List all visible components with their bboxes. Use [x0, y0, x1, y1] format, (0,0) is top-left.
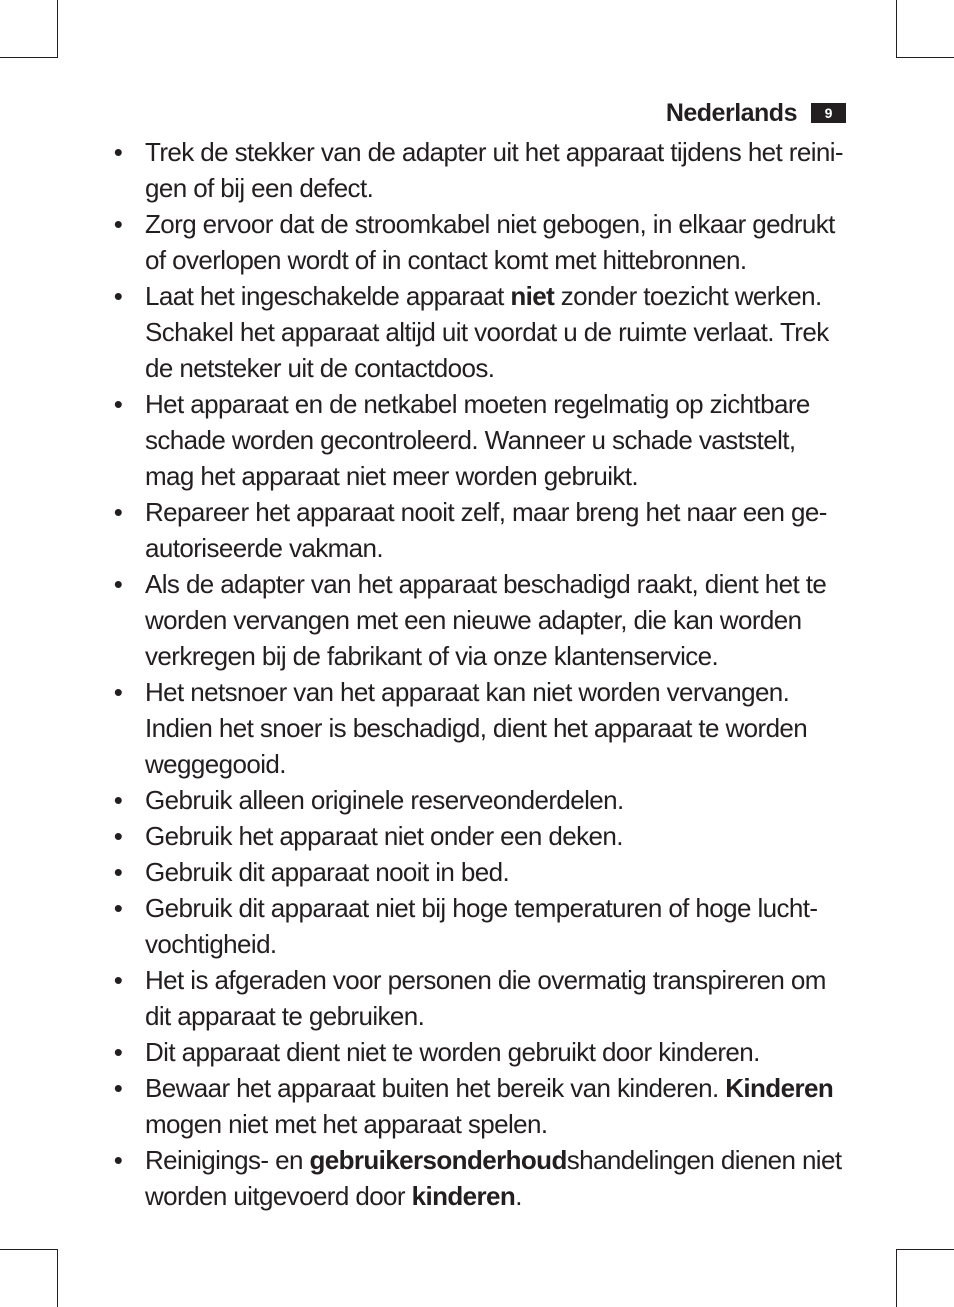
crop-mark	[0, 57, 58, 58]
text-run: shandelingen dienen niet	[566, 1145, 842, 1175]
crop-mark	[57, 1249, 58, 1307]
list-item	[108, 1070, 853, 1142]
text-run: Gebruik dit apparaat niet bij hoge temperaturen of hoge lucht-	[145, 893, 818, 923]
text-run: Indien het snoer is beschadigd, dient het apparaat te worden	[145, 713, 808, 743]
bullet-icon: •	[113, 209, 123, 239]
text-run: mag het apparaat niet meer worden gebruikt.	[145, 461, 639, 491]
safety-instructions-list	[108, 134, 853, 1214]
text-run: Zorg ervoor dat de stroomkabel niet gebogen, in elkaar gedrukt	[145, 209, 835, 239]
list-item	[108, 818, 853, 854]
text-run: worden vervangen met een nieuwe adapter, die kan worden	[145, 605, 802, 635]
bullet-icon: •	[113, 821, 123, 851]
language-label: Nederlands	[665, 99, 797, 127]
list-item	[108, 278, 853, 386]
list-item-text	[145, 818, 853, 854]
text-run: Repareer het apparaat nooit zelf, maar breng het naar een ge-	[145, 497, 827, 527]
list-item-text	[145, 1070, 853, 1142]
bullet-icon: •	[113, 677, 123, 707]
text-run: schade worden gecontroleerd. Wanneer u schade vaststelt,	[145, 425, 796, 455]
list-item	[108, 134, 853, 206]
emphasis-text: gebruikersonderhoud	[309, 1145, 567, 1175]
list-item	[108, 494, 853, 566]
text-run: zonder toezicht werken.	[554, 281, 822, 311]
list-item-text	[145, 134, 853, 206]
bullet-icon: •	[113, 389, 123, 419]
text-run: Gebruik dit apparaat nooit in bed.	[145, 857, 510, 887]
list-item-text	[145, 854, 853, 890]
list-item-text	[145, 890, 853, 962]
list-item-text	[145, 1142, 853, 1214]
list-item-text	[145, 1034, 853, 1070]
crop-mark	[896, 0, 897, 58]
bullet-icon: •	[113, 785, 123, 815]
text-run: Als de adapter van het apparaat beschadigd raakt, dient het te	[145, 569, 827, 599]
page-number: 9	[811, 103, 846, 123]
text-run: Dit apparaat dient niet te worden gebruikt door kinderen.	[145, 1037, 760, 1067]
bullet-icon: •	[113, 569, 123, 599]
list-item-text	[145, 386, 853, 494]
list-item-text	[145, 566, 853, 674]
text-run: worden uitgevoerd door	[145, 1181, 412, 1211]
list-item	[108, 854, 853, 890]
crop-mark	[896, 1249, 954, 1250]
text-run: Bewaar het apparaat buiten het bereik van kinderen.	[145, 1073, 726, 1103]
emphasis-text: Kinderen	[725, 1073, 834, 1103]
bullet-icon: •	[113, 965, 123, 995]
text-run: Gebruik alleen originele reserveonderdelen.	[145, 785, 624, 815]
list-item-text	[145, 206, 853, 278]
bullet-icon: •	[113, 281, 123, 311]
list-item	[108, 386, 853, 494]
bullet-icon: •	[113, 497, 123, 527]
page-header	[666, 98, 846, 128]
text-run: autoriseerde vakman.	[145, 533, 384, 563]
list-item	[108, 566, 853, 674]
list-item-text	[145, 962, 853, 1034]
text-run: Trek de stekker van de adapter uit het apparaat tijdens het reini-	[145, 137, 843, 167]
list-item	[108, 206, 853, 278]
emphasis-text: kinderen	[411, 1181, 516, 1211]
text-run: Het netsnoer van het apparaat kan niet worden vervangen.	[145, 677, 790, 707]
text-run: Laat het ingeschakelde apparaat	[145, 281, 511, 311]
list-item	[108, 674, 853, 782]
crop-mark	[0, 1249, 58, 1250]
crop-mark	[57, 0, 58, 58]
text-run: Gebruik het apparaat niet onder een deken.	[145, 821, 623, 851]
text-run: Reinigings- en	[145, 1145, 310, 1175]
text-run: Het apparaat en de netkabel moeten regelmatig op zichtbare	[145, 389, 810, 419]
text-run: vochtigheid.	[145, 929, 277, 959]
list-item-text	[145, 278, 853, 386]
list-item	[108, 782, 853, 818]
bullet-icon: •	[113, 1073, 123, 1103]
list-item	[108, 1034, 853, 1070]
list-item	[108, 962, 853, 1034]
list-item-text	[145, 494, 853, 566]
text-run: dit apparaat te gebruiken.	[145, 1001, 425, 1031]
text-run: .	[515, 1181, 522, 1211]
text-run: weggegooid.	[145, 749, 286, 779]
crop-mark	[896, 1249, 897, 1307]
emphasis-text: niet	[510, 281, 555, 311]
bullet-icon: •	[113, 1037, 123, 1067]
list-item-text	[145, 674, 853, 782]
list-item	[108, 1142, 853, 1214]
bullet-icon: •	[113, 137, 123, 167]
bullet-icon: •	[113, 893, 123, 923]
crop-mark	[896, 57, 954, 58]
bullet-icon: •	[113, 1145, 123, 1175]
text-run: Het is afgeraden voor personen die overmatig transpireren om	[145, 965, 826, 995]
text-run: de netsteker uit de contactdoos.	[145, 353, 495, 383]
text-run: Schakel het apparaat altijd uit voordat u de ruimte verlaat. Trek	[145, 317, 829, 347]
text-run: gen of bij een defect.	[145, 173, 374, 203]
text-run: of overlopen wordt of in contact komt met hittebronnen.	[145, 245, 747, 275]
list-item	[108, 890, 853, 962]
text-run: verkregen bij de fabrikant of via onze klantenservice.	[145, 641, 719, 671]
bullet-icon: •	[113, 857, 123, 887]
text-run: mogen niet met het apparaat spelen.	[145, 1109, 548, 1139]
list-item-text	[145, 782, 853, 818]
